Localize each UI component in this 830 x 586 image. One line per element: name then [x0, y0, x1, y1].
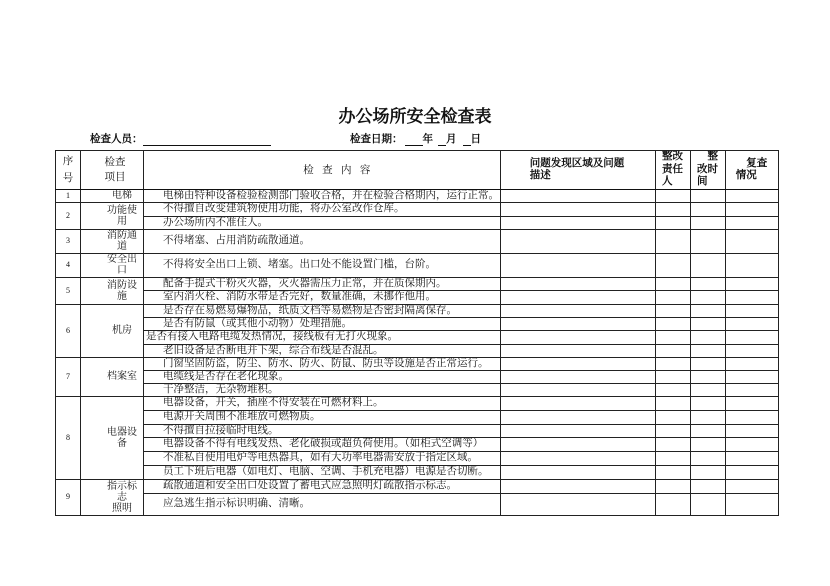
- review-cell: [726, 290, 779, 304]
- deadline-cell: [691, 370, 726, 383]
- section-item-label: 档案室: [107, 371, 137, 382]
- section-item: [81, 189, 144, 202]
- review-cell: [726, 304, 779, 317]
- issue-cell: [501, 479, 656, 493]
- check-row: [56, 290, 779, 304]
- deadline-cell: [691, 317, 726, 330]
- deadline-cell: [691, 277, 726, 290]
- issue-cell: [501, 437, 656, 451]
- header-content-label: 检查内容: [303, 165, 379, 177]
- deadline-cell: [691, 189, 726, 202]
- issue-cell: [501, 202, 656, 216]
- check-content: 员工下班后电器（如电灯、电脑、空调、手机充电器）电源是否切断。: [144, 465, 501, 479]
- month-blank: [438, 134, 446, 146]
- issue-cell: [501, 357, 656, 370]
- owner-cell: [656, 424, 691, 437]
- check-content: 老旧设备是否断电并下架，综合布线是否混乱。: [144, 344, 501, 357]
- check-content: 干净整洁，无杂物堆积。: [144, 383, 501, 396]
- check-row: [56, 493, 779, 515]
- issue-cell: [501, 189, 656, 202]
- check-content: 疏散通道和安全出口处设置了蓄电式应急照明灯疏散指示标志。: [144, 479, 501, 493]
- section-number: 4: [56, 253, 81, 277]
- check-row: [56, 253, 779, 277]
- deadline-cell: [691, 357, 726, 370]
- review-cell: [726, 451, 779, 465]
- issue-cell: [501, 317, 656, 330]
- issue-cell: [501, 304, 656, 317]
- inspector-line: [90, 133, 271, 146]
- header-seq: [56, 151, 81, 190]
- review-cell: [726, 344, 779, 357]
- check-row: [56, 357, 779, 370]
- issue-cell: [501, 330, 656, 344]
- review-cell: [726, 396, 779, 410]
- section-item-label: 安全出口: [107, 254, 137, 276]
- review-cell: [726, 277, 779, 290]
- date-label: 检查日期：: [350, 134, 403, 145]
- check-content: 不得擅自拉接临时电线。: [144, 424, 501, 437]
- section-item-label: 机房: [112, 325, 132, 336]
- issue-cell: [501, 451, 656, 465]
- owner-cell: [656, 465, 691, 479]
- section-item: [81, 357, 144, 396]
- deadline-cell: [691, 396, 726, 410]
- review-cell: [726, 410, 779, 424]
- review-cell: [726, 424, 779, 437]
- deadline-cell: [691, 216, 726, 229]
- check-content: 不准私自使用电炉等电热器具，如有大功率电器需安放于指定区域。: [144, 451, 501, 465]
- deadline-cell: [691, 229, 726, 253]
- check-row: [56, 451, 779, 465]
- issue-cell: [501, 465, 656, 479]
- header-item: [81, 151, 144, 190]
- inspection-date: [350, 133, 481, 146]
- section-number: 7: [56, 357, 81, 396]
- check-row: [56, 304, 779, 317]
- check-content: 门窗坚固防盗，防尘、防水、防火、防鼠、防虫等设施是否正常运行。: [144, 357, 501, 370]
- section-item: [81, 304, 144, 357]
- section-item-label: 电梯: [112, 190, 132, 201]
- check-content: 电源开关周围不准堆放可燃物质。: [144, 410, 501, 424]
- section-item: [81, 396, 144, 479]
- check-row: [56, 330, 779, 344]
- check-row: [56, 479, 779, 493]
- deadline-cell: [691, 253, 726, 277]
- check-content: 电器设备，开关，插座不得安装在可燃材料上。: [144, 396, 501, 410]
- deadline-cell: [691, 344, 726, 357]
- owner-cell: [656, 410, 691, 424]
- owner-cell: [656, 357, 691, 370]
- header-item-label: 检查项目: [104, 156, 126, 183]
- check-content: 是否有接入电路电缆发热情况，接线板有无打火现象。: [144, 330, 501, 344]
- owner-cell: [656, 451, 691, 465]
- issue-cell: [501, 370, 656, 383]
- section-item: [81, 479, 144, 515]
- check-content: 电梯由特种设备检验检测部门验收合格，并在检验合格期内，运行正常。: [144, 189, 501, 202]
- check-content: 不得堵塞、占用消防疏散通道。: [144, 229, 501, 253]
- owner-cell: [656, 189, 691, 202]
- check-content: 是否存在易燃易爆物品，纸质文档等易燃物是否密封隔离保存。: [144, 304, 501, 317]
- issue-cell: [501, 424, 656, 437]
- check-content: 不得擅自改变建筑物使用功能，将办公室改作仓库。: [144, 202, 501, 216]
- check-row: [56, 437, 779, 451]
- deadline-cell: [691, 383, 726, 396]
- issue-cell: [501, 396, 656, 410]
- check-row: [56, 202, 779, 216]
- deadline-cell: [691, 493, 726, 515]
- owner-cell: [656, 277, 691, 290]
- owner-cell: [656, 493, 691, 515]
- header-owner-label: 整改责任人: [661, 151, 683, 187]
- review-cell: [726, 229, 779, 253]
- owner-cell: [656, 479, 691, 493]
- owner-cell: [656, 437, 691, 451]
- day-unit: 日: [470, 134, 481, 145]
- review-cell: [726, 253, 779, 277]
- check-row: [56, 383, 779, 396]
- section-item-label: 功能使用: [107, 204, 137, 227]
- deadline-cell: [691, 290, 726, 304]
- issue-cell: [501, 344, 656, 357]
- year-blank: [405, 134, 423, 146]
- check-row: [56, 370, 779, 383]
- header-issue: [501, 151, 656, 190]
- review-cell: [726, 317, 779, 330]
- deadline-cell: [691, 437, 726, 451]
- header-seq-label: 序号: [62, 155, 74, 184]
- header-issue-label: 问题发现区域及问题描述: [529, 157, 625, 181]
- section-item-label: 消防通道: [107, 230, 137, 252]
- owner-cell: [656, 344, 691, 357]
- check-row: [56, 189, 779, 202]
- review-cell: [726, 465, 779, 479]
- deadline-cell: [691, 304, 726, 317]
- owner-cell: [656, 383, 691, 396]
- deadline-cell: [691, 330, 726, 344]
- issue-cell: [501, 290, 656, 304]
- section-item: [81, 277, 144, 304]
- owner-cell: [656, 202, 691, 216]
- header-deadline-label: 整改时间: [696, 151, 718, 187]
- owner-cell: [656, 317, 691, 330]
- section-item-label: 指示标志 照明: [107, 480, 137, 514]
- check-content: 室内消火栓、消防水带是否完好，数量准确，未挪作他用。: [144, 290, 501, 304]
- review-cell: [726, 357, 779, 370]
- owner-cell: [656, 229, 691, 253]
- header-review-label: 复查情况: [735, 157, 768, 181]
- review-cell: [726, 202, 779, 216]
- check-row: [56, 229, 779, 253]
- owner-cell: [656, 216, 691, 229]
- check-row: [56, 410, 779, 424]
- section-number: 2: [56, 202, 81, 229]
- section-number: 8: [56, 396, 81, 479]
- inspector-blank: [143, 134, 271, 146]
- owner-cell: [656, 290, 691, 304]
- check-content: 不得将安全出口上锁、堵塞。出口处不能设置门槛，台阶。: [144, 253, 501, 277]
- section-number: 9: [56, 479, 81, 515]
- review-cell: [726, 479, 779, 493]
- header-owner: [656, 151, 691, 190]
- check-row: [56, 396, 779, 410]
- review-cell: [726, 189, 779, 202]
- check-row: [56, 216, 779, 229]
- check-row: [56, 465, 779, 479]
- section-number: 1: [56, 189, 81, 202]
- check-row: [56, 277, 779, 290]
- review-cell: [726, 330, 779, 344]
- issue-cell: [501, 253, 656, 277]
- check-content: 办公场所内不准住人。: [144, 216, 501, 229]
- check-content: 是否有防鼠（或其他小动物）处理措施。: [144, 317, 501, 330]
- issue-cell: [501, 216, 656, 229]
- deadline-cell: [691, 479, 726, 493]
- owner-cell: [656, 396, 691, 410]
- deadline-cell: [691, 424, 726, 437]
- check-row: [56, 424, 779, 437]
- owner-cell: [656, 304, 691, 317]
- check-row: [56, 344, 779, 357]
- review-cell: [726, 370, 779, 383]
- section-item-label: 消防设施: [107, 279, 137, 302]
- issue-cell: [501, 410, 656, 424]
- header-deadline: [691, 151, 726, 190]
- inspector-label: 检查人员：: [90, 134, 143, 145]
- section-number: 5: [56, 277, 81, 304]
- review-cell: [726, 437, 779, 451]
- check-content: 电缆线是否存在老化现象。: [144, 370, 501, 383]
- day-blank: [463, 134, 471, 146]
- owner-cell: [656, 330, 691, 344]
- deadline-cell: [691, 202, 726, 216]
- issue-cell: [501, 383, 656, 396]
- issue-cell: [501, 493, 656, 515]
- header-row: [56, 151, 779, 190]
- check-content: 电器设备不得有电线发热、老化破损或超负荷使用。（如柜式空调等）: [144, 437, 501, 451]
- section-number: 6: [56, 304, 81, 357]
- review-cell: [726, 216, 779, 229]
- check-content: 配备手提式干粉灭火器，灭火器需压力正常，并在质保期内。: [144, 277, 501, 290]
- check-row: [56, 317, 779, 330]
- page-title: 办公场所安全检查表: [338, 107, 492, 126]
- owner-cell: [656, 370, 691, 383]
- deadline-cell: [691, 410, 726, 424]
- section-item: [81, 253, 144, 277]
- safety-checklist-table: [55, 150, 779, 516]
- deadline-cell: [691, 451, 726, 465]
- deadline-cell: [691, 465, 726, 479]
- review-cell: [726, 493, 779, 515]
- header-review: [726, 151, 779, 190]
- issue-cell: [501, 229, 656, 253]
- section-item: [81, 229, 144, 253]
- check-content: 应急逃生指示标识明确、清晰。: [144, 493, 501, 515]
- issue-cell: [501, 277, 656, 290]
- section-number: 3: [56, 229, 81, 253]
- section-item: [81, 202, 144, 229]
- header-content: [144, 151, 501, 190]
- year-unit: 年: [422, 134, 433, 145]
- month-unit: 月: [446, 134, 457, 145]
- review-cell: [726, 383, 779, 396]
- section-item-label: 电器设备: [107, 426, 137, 449]
- owner-cell: [656, 253, 691, 277]
